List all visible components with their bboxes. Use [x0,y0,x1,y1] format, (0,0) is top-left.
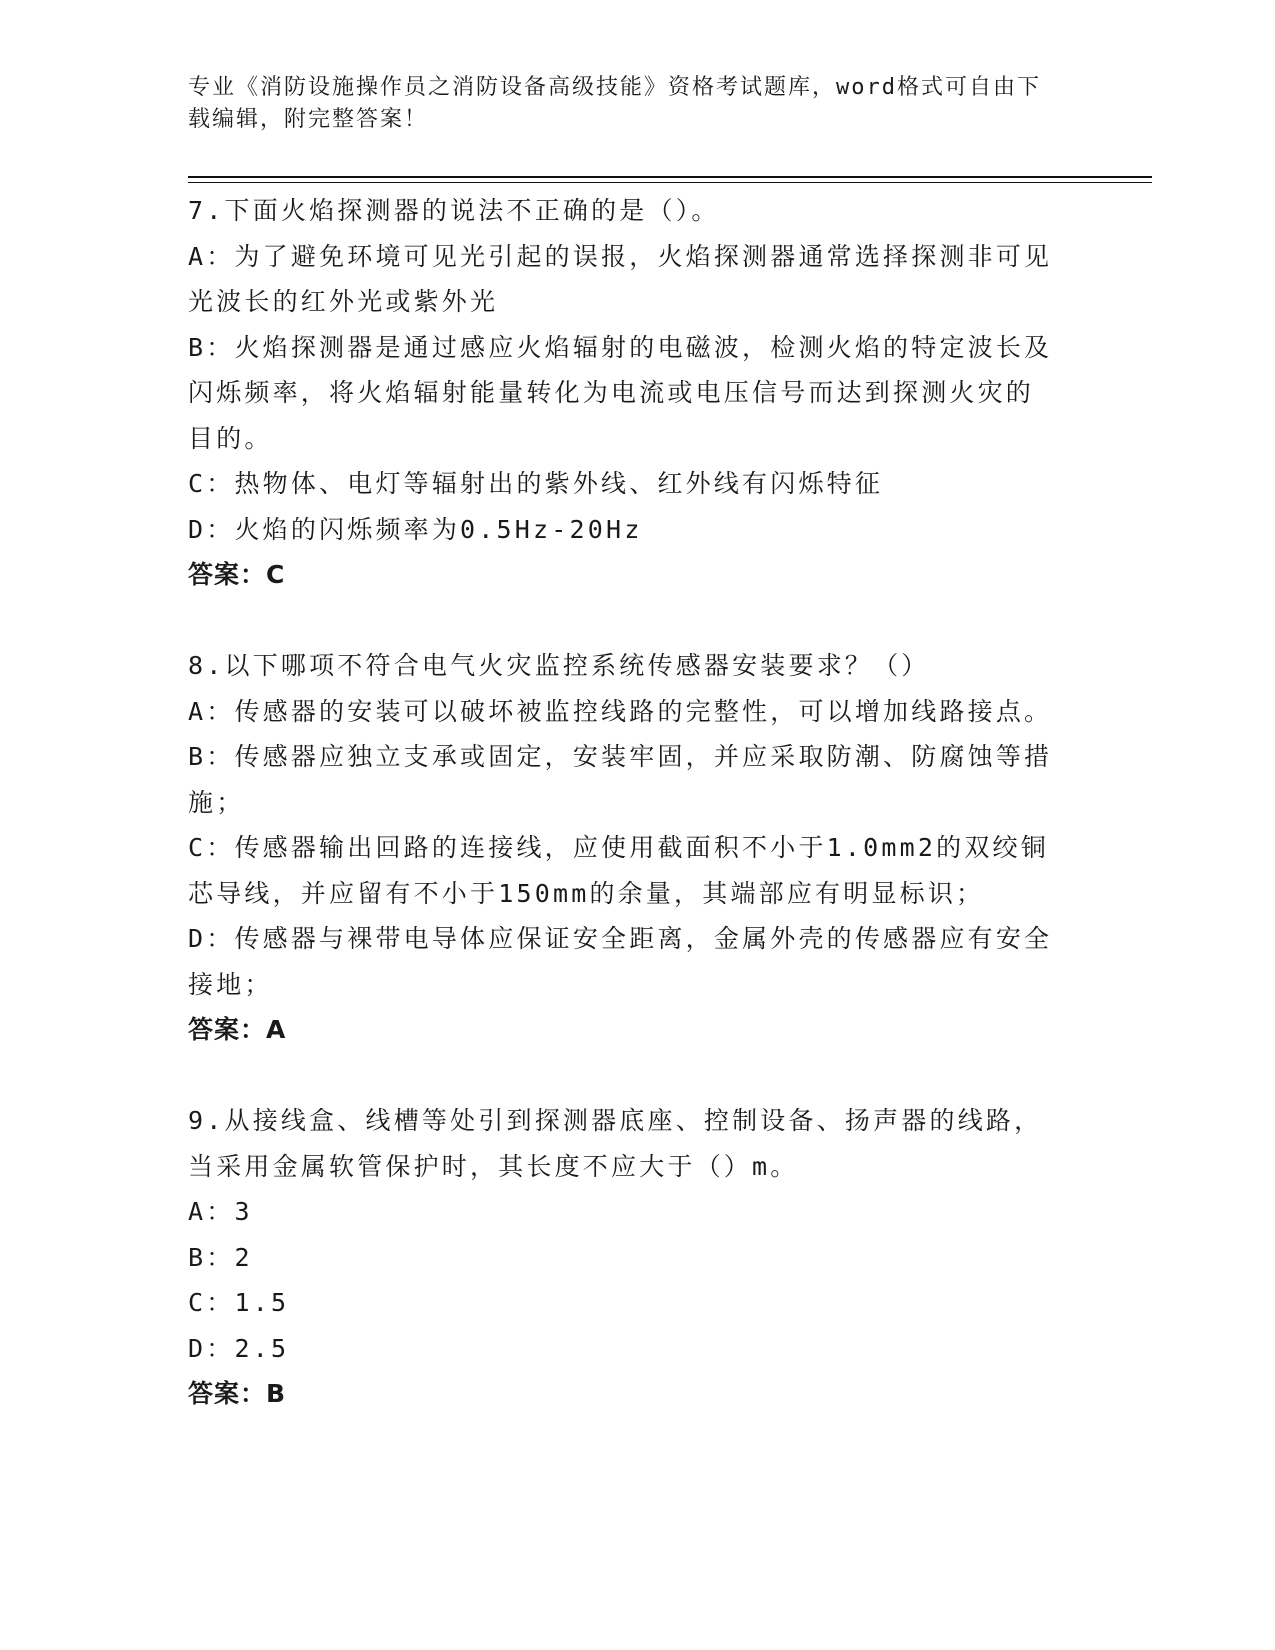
option-line: D：传感器与裸带电导体应保证安全距离，金属外壳的传感器应有安全 [188,924,1053,953]
option-c [188,1280,1088,1326]
option-line: A：传感器的安装可以破坏被监控线路的完整性，可以增加线路接点。 [188,696,1053,726]
question-stem: 8.以下哪项不符合电气火灾监控系统传感器安装要求？（） [188,651,930,680]
option-line: C：热物体、电灯等辐射出的紫外线、红外线有闪烁特征 [188,469,884,498]
option-line: 芯导线，并应留有不小于150mm的余量，其端部应有明显标识； [188,878,985,908]
question-8 [188,643,1088,1053]
option-b [188,325,1088,462]
question-9 [188,1098,1088,1417]
option-line: 光波长的红外光或紫外光 [188,287,499,316]
header-divider-thick [188,176,1152,178]
question-stem: 7.下面火焰探测器的说法不正确的是（）。 [188,196,720,225]
option-line: C：1.5 [188,1288,290,1317]
option-d [188,916,1088,1007]
question-spacer [188,1053,1088,1099]
option-d [188,507,1088,553]
option-line: B：2 [188,1242,253,1272]
answer-label: 答案：B [188,1379,287,1408]
option-line: 闪烁频率，将火焰辐射能量转化为电流或电压信号而达到探测火灾的 [188,378,1035,407]
answer-label: 答案：C [188,560,286,589]
question-7 [188,188,1088,598]
option-line: 接地； [188,969,273,999]
option-line: B：火焰探测器是通过感应火焰辐射的电磁波，检测火焰的特定波长及 [188,332,1053,362]
question-spacer [188,598,1088,644]
answer-label: 答案：A [188,1015,287,1044]
question-stem: 当采用金属软管保护时，其长度不应大于（）m。 [188,1151,799,1181]
option-line: 目的。 [188,423,273,453]
option-b [188,1235,1088,1281]
option-a [188,234,1088,325]
document-header [188,72,1068,136]
option-line: D：2.5 [188,1333,290,1363]
option-line: C：传感器输出回路的连接线，应使用截面积不小于1.0mm2的双绞铜 [188,833,1049,862]
question-stem: 9.从接线盒、线槽等处引到探测器底座、控制设备、扬声器的线路， [188,1106,1043,1135]
option-line: B：传感器应独立支承或固定，安装牢固，并应采取防潮、防腐蚀等措 [188,742,1053,771]
option-line: A：3 [188,1197,253,1226]
header-line-2: 载编辑，附完整答案！ [188,107,429,132]
option-d [188,1326,1088,1372]
question-list [188,188,1088,1417]
option-a [188,689,1088,735]
option-c [188,461,1088,507]
header-divider-thin [188,182,1152,183]
option-line: A：为了避免环境可见光引起的误报，火焰探测器通常选择探测非可见 [188,241,1053,271]
option-line: D：火焰的闪烁频率为0.5Hz-20Hz [188,514,643,544]
header-line-1: 专业《消防设施操作员之消防设备高级技能》资格考试题库，word格式可自由下 [188,75,1041,100]
option-line: 施； [188,787,245,817]
option-a [188,1189,1088,1235]
option-c [188,825,1088,916]
option-b [188,734,1088,825]
